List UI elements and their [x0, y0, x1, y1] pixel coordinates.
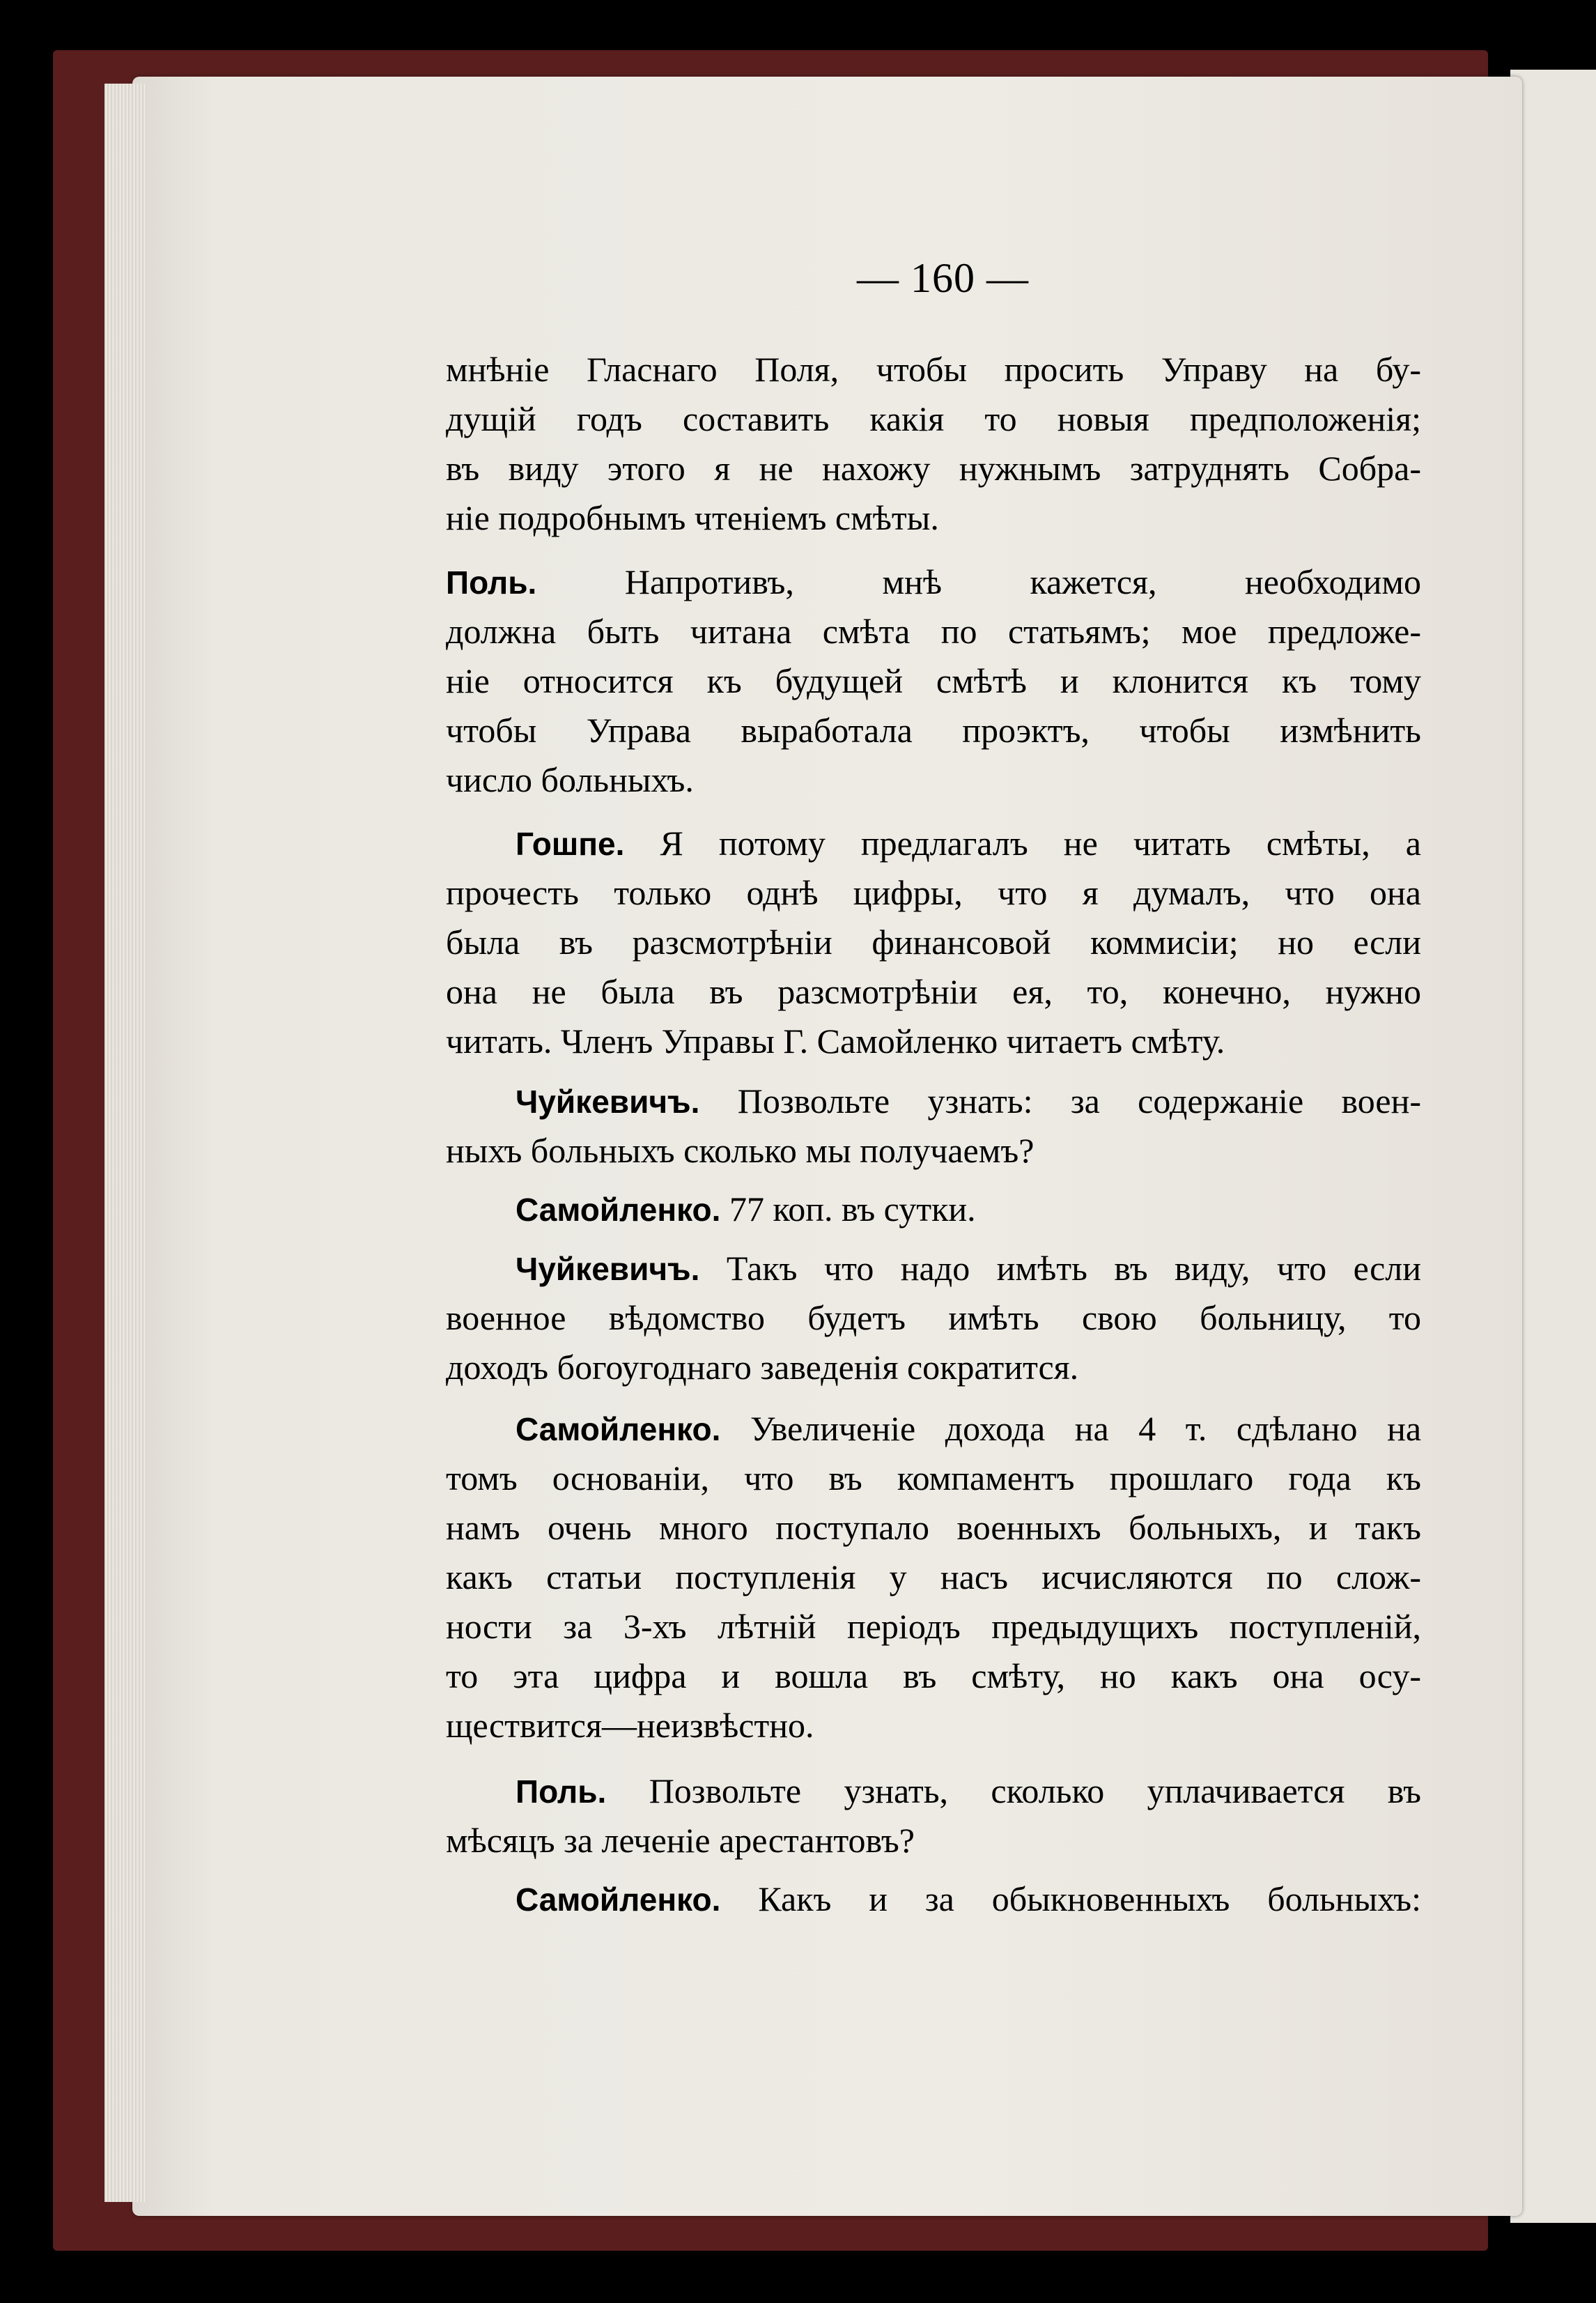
text-line: [446, 1185, 1421, 1234]
text-line: должна быть читана смѣта по статьямъ; мое предложе-: [446, 612, 1421, 651]
paragraph-samoilenko-3: [446, 1874, 1421, 1924]
text-line: ности за 3-хъ лѣтній періодъ предыдущихъ поступленій,: [446, 1607, 1421, 1646]
paragraph-samoilenko-1: [446, 1185, 1421, 1234]
paragraph-pol-1: [446, 557, 1421, 805]
speech-text: Я потому предлагалъ не читать смѣты, а: [660, 824, 1422, 863]
text-line: [446, 1244, 1421, 1293]
text-line: прочесть только однѣ цифры, что я думалъ, что она: [446, 873, 1421, 912]
speaker-name: Чуйкевичъ.: [516, 1251, 700, 1287]
speaker-name: Поль.: [446, 564, 537, 601]
speech-text: Увеличеніе дохода на 4 т. сдѣлано на: [750, 1409, 1422, 1448]
text-line: дущій годъ составить какія то новыя предположенія;: [446, 399, 1421, 438]
speech-text: Какъ и за обыкновенныхъ больныхъ:: [758, 1879, 1422, 1918]
text-line: [446, 1404, 1421, 1454]
text-line: ніе подробнымъ чтеніемъ смѣты.: [446, 498, 939, 537]
speaker-name: Чуйкевичъ.: [516, 1084, 700, 1120]
paragraph-intro: [446, 345, 1421, 543]
text-line: [446, 1874, 1421, 1924]
speech-text: Позвольте узнать, сколько уплачивается въ: [649, 1771, 1421, 1810]
text-line: намъ очень много поступало военныхъ больныхъ, и такъ: [446, 1508, 1421, 1547]
paragraph-chuikevich-1: [446, 1077, 1421, 1176]
text-line: ществится—неизвѣстно.: [446, 1706, 814, 1745]
speech-text: Позвольте узнать: за содержаніе воен-: [737, 1081, 1421, 1120]
text-line: чтобы Управа выработала проэктъ, чтобы измѣнить: [446, 711, 1421, 750]
paragraph-pol-2: [446, 1766, 1421, 1865]
text-line: была въ разсмотрѣніи финансовой коммисіи; но если: [446, 923, 1421, 962]
paragraph-goshpe: [446, 819, 1421, 1066]
text-line: то эта цифра и вошла въ смѣту, но какъ она осу-: [446, 1656, 1421, 1695]
facing-page-edge: [1510, 70, 1596, 2223]
text-line: читать. Членъ Управы Г. Самойленко читаетъ смѣту.: [446, 1022, 1225, 1061]
page-edges: [104, 84, 146, 2202]
text-line: военное вѣдомство будетъ имѣть свою больницу, то: [446, 1298, 1421, 1337]
paragraph-chuikevich-2: [446, 1244, 1421, 1392]
speaker-name: Самойленко.: [516, 1192, 721, 1228]
text-line: ныхъ больныхъ сколько мы получаемъ?: [446, 1131, 1035, 1170]
text-line: мѣсяцъ за леченіе арестантовъ?: [446, 1821, 915, 1860]
text-line: мнѣніе Гласнаго Поля, чтобы просить Управу на бу-: [446, 350, 1421, 389]
page-number: — 160 —: [857, 255, 1029, 301]
text-line: доходъ богоугоднаго заведенія сократится.: [446, 1348, 1079, 1387]
speech-text: Такъ что надо имѣть въ виду, что если: [726, 1249, 1421, 1288]
speaker-name: Самойленко.: [516, 1411, 721, 1447]
speech-text: Напротивъ, мнѣ кажется, необходимо: [624, 562, 1421, 601]
text-line: ніе относится къ будущей смѣтѣ и клонится къ тому: [446, 661, 1421, 700]
text-line: [446, 1766, 1421, 1816]
speaker-name: Гошпе.: [516, 826, 625, 862]
text-line: она не была въ разсмотрѣніи ея, то, конечно, нужно: [446, 972, 1421, 1011]
speech-text: 77 коп. въ сутки.: [729, 1189, 976, 1228]
text-line: какъ статьи поступленія у насъ исчисляются по слож-: [446, 1557, 1421, 1596]
speaker-name: Поль.: [516, 1773, 607, 1810]
text-line: [446, 1077, 1421, 1126]
text-line: [446, 819, 1421, 868]
text-line: томъ основаніи, что въ компаментъ прошлаго года къ: [446, 1458, 1421, 1497]
paragraph-samoilenko-2: [446, 1404, 1421, 1750]
speaker-name: Самойленко.: [516, 1881, 721, 1918]
text-line: число больныхъ.: [446, 760, 694, 799]
text-line: [446, 557, 1421, 607]
text-line: въ виду этого я не нахожу нужнымъ затруднять Собра-: [446, 449, 1421, 488]
